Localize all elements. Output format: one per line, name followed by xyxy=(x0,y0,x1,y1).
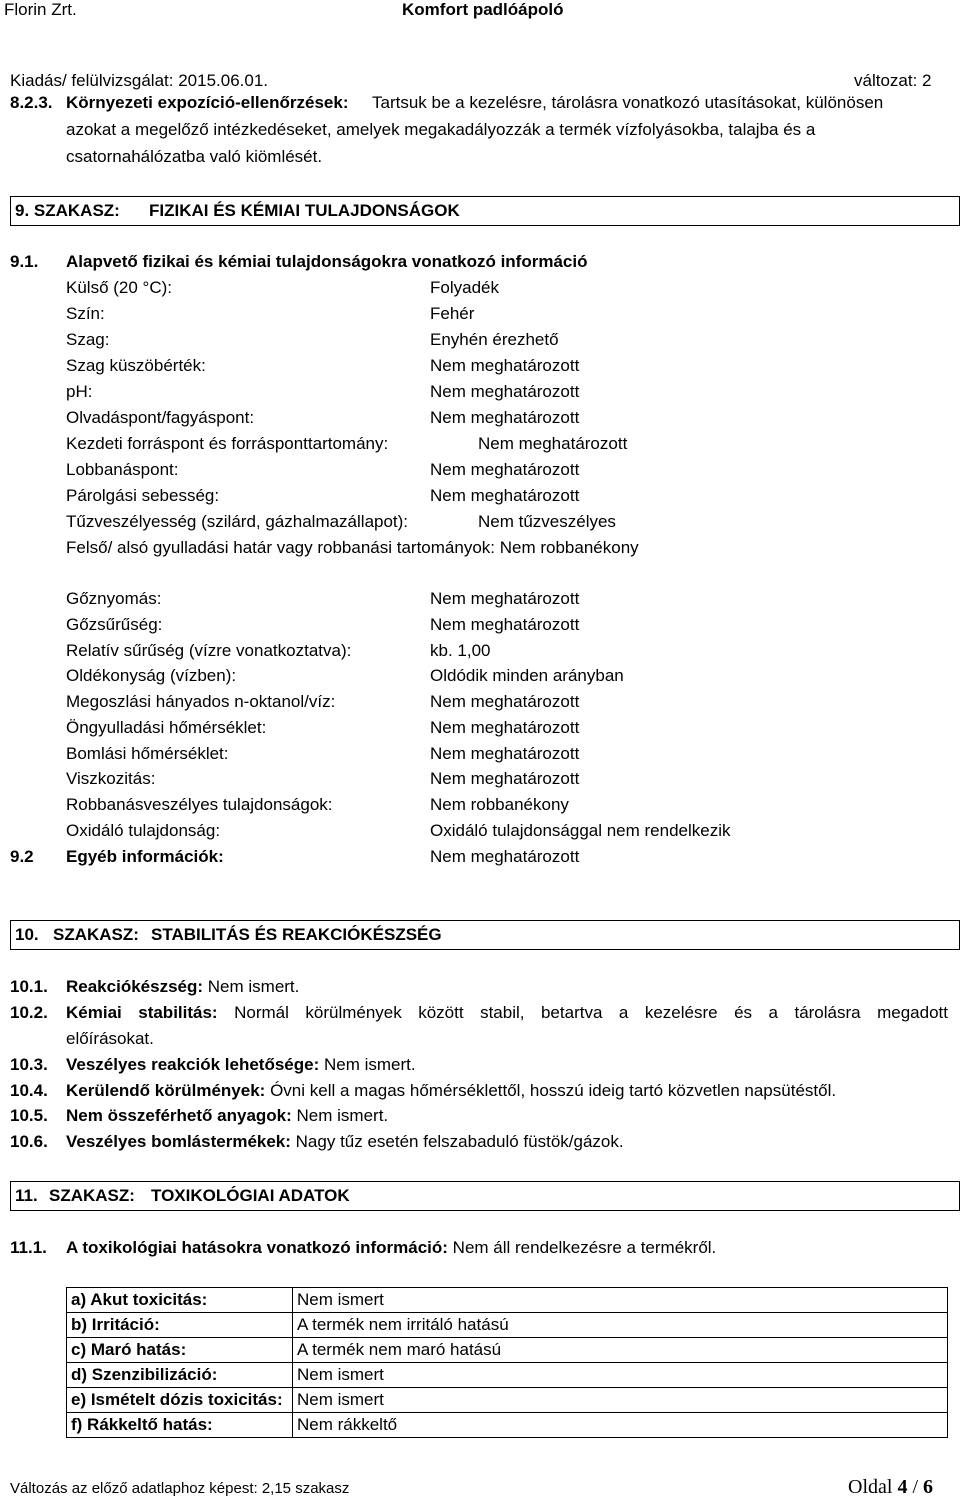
prop-label: Szín: xyxy=(66,304,105,323)
table-row xyxy=(67,1413,948,1438)
s92-num: 9.2 xyxy=(10,847,34,866)
section-9-title: FIZIKAI ÉS KÉMIAI TULAJDONSÁGOK xyxy=(149,201,460,220)
prop-value: Nem meghatározott xyxy=(430,615,580,634)
s91-num: 9.1. xyxy=(10,252,39,271)
s10-num: 10.1. xyxy=(10,977,48,996)
footer-page-label: Oldal xyxy=(848,1476,893,1498)
header-product: Komfort padlóápoló xyxy=(402,0,564,19)
prop-value: Folyadék xyxy=(430,278,499,297)
prop-label: Öngyulladási hőmérséklet: xyxy=(66,718,267,737)
section-10-num: 10. xyxy=(15,925,39,944)
prop-label: Viszkozitás: xyxy=(66,769,156,788)
table-row xyxy=(67,1313,948,1338)
s10-label: Veszélyes bomlástermékek: xyxy=(66,1132,291,1151)
s10-num: 10.5. xyxy=(10,1106,48,1125)
s92-value: Nem meghatározott xyxy=(430,847,580,866)
table-row xyxy=(67,1288,948,1313)
prop-label: Relatív sűrűség (vízre vonatkoztatva): xyxy=(66,641,352,660)
prop-value: Nem meghatározott xyxy=(430,382,580,401)
s10-text: Nem ismert. xyxy=(296,1106,389,1125)
s111-text: Nem áll rendelkezésre a termékről. xyxy=(452,1238,717,1257)
prop-value: Nem meghatározott xyxy=(430,356,580,375)
prop-label: Oxidáló tulajdonság: xyxy=(66,821,221,840)
section-9-num: 9. SZAKASZ: xyxy=(15,201,120,220)
s111-label: A toxikológiai hatásokra vonatkozó információ: xyxy=(66,1238,448,1257)
prop-value: Nem meghatározott xyxy=(430,744,580,763)
footer-page-sep: / xyxy=(912,1476,918,1498)
prop-label: pH: xyxy=(66,382,93,401)
section-10-label: SZAKASZ: xyxy=(53,925,139,944)
prop-value: Fehér xyxy=(430,304,475,323)
s10-line xyxy=(66,1080,836,1102)
s10-text: Normál körülmények között stabil, betartva a kezelésre és a tárolásra megadott xyxy=(234,1003,948,1022)
table-row xyxy=(67,1338,948,1363)
s10-text: Óvni kell a magas hőmérséklettől, hosszú ideig tartó közvetlen napsütéstől. xyxy=(270,1081,837,1100)
section-9-header xyxy=(10,196,960,226)
s10-num: 10.3. xyxy=(10,1055,48,1074)
explosion-limits: Felső/ alsó gyulladási határ vagy robbanási tartományok: Nem robbanékony xyxy=(66,538,639,557)
tox-value: A termék nem maró hatású xyxy=(293,1338,948,1363)
prop-label: Gőznyomás: xyxy=(66,589,162,608)
prop-value: Nem meghatározott xyxy=(430,486,580,505)
section-10-title: STABILITÁS ÉS REAKCIÓKÉSZSÉG xyxy=(151,925,442,944)
boiling-label: Kezdeti forráspont és forrásponttartomány: xyxy=(66,434,389,453)
flammability-label: Tűzveszélyesség (szilárd, gázhalmazállapot): xyxy=(66,512,409,531)
prop-label: Megoszlási hányados n-oktanol/víz: xyxy=(66,692,336,711)
prop-label: Lobbanáspont: xyxy=(66,460,179,479)
s91-title: Alapvető fizikai és kémiai tulajdonságokra vonatkozó információ xyxy=(66,252,588,271)
footer-page-total: 6 xyxy=(923,1476,933,1498)
s823-line1: Tartsuk be a kezelésre, tárolásra vonatkozó utasításokat, különösen xyxy=(372,93,884,112)
flammability-value: Nem tűzveszélyes xyxy=(478,512,616,531)
footer-page-current: 4 xyxy=(897,1476,908,1498)
section-11-label: SZAKASZ: xyxy=(49,1186,135,1205)
tox-label: d) Szenzibilizáció: xyxy=(67,1363,293,1388)
s823-line3: csatornahálózatba való kiömlését. xyxy=(66,147,323,166)
s10-line xyxy=(66,1105,388,1127)
s10-line xyxy=(66,976,299,998)
table-row xyxy=(67,1363,948,1388)
header-company: Florin Zrt. xyxy=(4,0,77,19)
s823-num: 8.2.3. xyxy=(10,93,53,112)
s10-label: Veszélyes reakciók lehetősége: xyxy=(66,1055,320,1074)
header-version: változat: 2 xyxy=(854,71,932,90)
s111-line xyxy=(66,1237,716,1259)
s10-text: Nagy tűz esetén felszabaduló füstök/gázok. xyxy=(295,1132,624,1151)
prop-label: Bomlási hőmérséklet: xyxy=(66,744,229,763)
tox-label: e) Ismételt dózis toxicitás: xyxy=(67,1388,293,1413)
s823-line2: azokat a megelőző intézkedéseket, amelyek megakadályozzák a termék vízfolyásokba, talajba és a xyxy=(66,120,816,139)
s10-text: Nem ismert. xyxy=(324,1055,416,1074)
footer-page-number xyxy=(848,1476,933,1498)
tox-label: b) Irritáció: xyxy=(67,1313,293,1338)
s10-num: 10.4. xyxy=(10,1081,48,1100)
prop-label: Robbanásveszélyes tulajdonságok: xyxy=(66,795,333,814)
s10-num: 10.2. xyxy=(10,1003,48,1022)
boiling-value: Nem meghatározott xyxy=(478,434,628,453)
prop-label: Külső (20 °C): xyxy=(66,278,173,297)
section-11-num: 11. xyxy=(15,1186,38,1205)
tox-value: A termék nem irritáló hatású xyxy=(293,1313,948,1338)
prop-value: Nem meghatározott xyxy=(430,769,580,788)
s10-label: Kerülendő körülmények: xyxy=(66,1081,266,1100)
s10-line xyxy=(66,1002,948,1024)
prop-label: Párolgási sebesség: xyxy=(66,486,220,505)
prop-label: Gőzsűrűség: xyxy=(66,615,163,634)
s10-label: Nem összeférhető anyagok: xyxy=(66,1106,292,1125)
s10-label: Reakciókészség: xyxy=(66,977,204,996)
prop-label: Oldékonyság (vízben): xyxy=(66,666,237,685)
table-row xyxy=(67,1388,948,1413)
tox-value: Nem ismert xyxy=(293,1288,948,1313)
prop-value: Nem meghatározott xyxy=(430,692,580,711)
section-11-title: TOXIKOLÓGIAI ADATOK xyxy=(151,1186,350,1205)
prop-value: Nem meghatározott xyxy=(430,460,580,479)
tox-value: Nem ismert xyxy=(293,1388,948,1413)
tox-value: Nem rákkeltő xyxy=(293,1413,948,1438)
s10-text: Nem ismert. xyxy=(207,977,300,996)
prop-label: Szag: xyxy=(66,330,110,349)
prop-value: Enyhén érezhető xyxy=(430,330,559,349)
tox-value: Nem ismert xyxy=(293,1363,948,1388)
tox-label: f) Rákkeltő hatás: xyxy=(67,1413,293,1438)
prop-label: Olvadáspont/fagyáspont: xyxy=(66,408,255,427)
prop-value: Nem meghatározott xyxy=(430,718,580,737)
prop-value: Nem robbanékony xyxy=(430,795,569,814)
tox-label: a) Akut toxicitás: xyxy=(67,1288,293,1313)
s10-label: Kémiai stabilitás: xyxy=(66,1003,218,1022)
s92-label: Egyéb információk: xyxy=(66,847,224,866)
prop-value: Nem meghatározott xyxy=(430,589,580,608)
s111-num: 11.1. xyxy=(10,1238,47,1257)
toxicology-table xyxy=(66,1287,948,1438)
header-issue-date: Kiadás/ felülvizsgálat: 2015.06.01. xyxy=(10,71,269,90)
prop-value: Nem meghatározott xyxy=(430,408,580,427)
footer-change-note: Változás az előző adatlaphoz képest: 2,15 szakasz xyxy=(10,1480,350,1497)
prop-value: Oldódik minden arányban xyxy=(430,666,624,685)
s823-title: Környezeti expozíció-ellenőrzések: xyxy=(66,93,349,112)
tox-label: c) Maró hatás: xyxy=(67,1338,293,1363)
prop-value: kb. 1,00 xyxy=(430,641,491,660)
section-10-header xyxy=(10,920,960,950)
section-11-header xyxy=(10,1181,960,1211)
prop-label: Szag küszöbérték: xyxy=(66,356,206,375)
s10-line xyxy=(66,1131,624,1153)
s10-text-cont: előírásokat. xyxy=(66,1029,154,1048)
s10-num: 10.6. xyxy=(10,1132,48,1151)
s10-line xyxy=(66,1054,416,1076)
prop-value: Oxidáló tulajdonsággal nem rendelkezik xyxy=(430,821,731,840)
